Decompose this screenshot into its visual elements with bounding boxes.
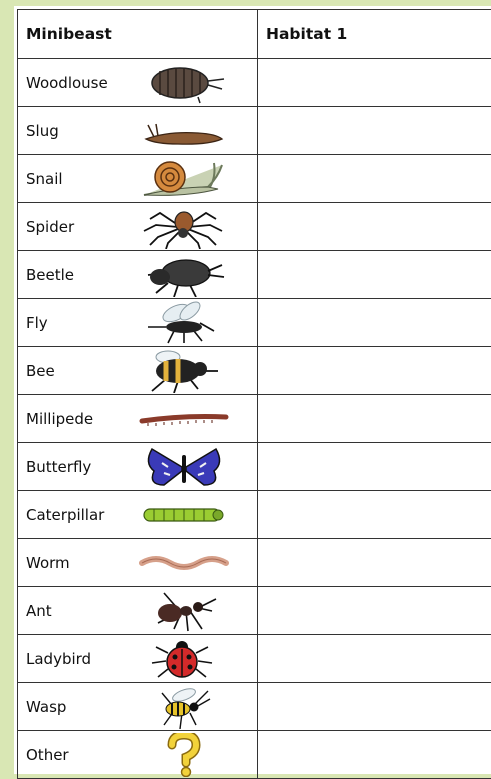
minibeast-cell	[18, 155, 258, 203]
minibeast-cell	[18, 491, 258, 539]
minibeast-name: Fly	[26, 314, 48, 332]
table-row	[18, 299, 491, 347]
habitat-cell[interactable]	[258, 443, 491, 491]
minibeast-name: Bee	[26, 362, 55, 380]
minibeast-name: Other	[26, 746, 69, 764]
woodlouse-icon	[138, 61, 230, 105]
habitat-cell[interactable]	[258, 59, 491, 107]
slug-icon	[138, 109, 230, 153]
habitat-cell[interactable]	[258, 107, 491, 155]
header-habitat-1: Habitat 1	[258, 10, 491, 59]
table-row	[18, 635, 491, 683]
worm-icon	[138, 541, 230, 585]
minibeast-name: Wasp	[26, 698, 66, 716]
table-row	[18, 155, 491, 203]
minibeast-cell	[18, 395, 258, 443]
butterfly-icon	[138, 445, 230, 489]
minibeast-cell	[18, 299, 258, 347]
minibeast-name: Woodlouse	[26, 74, 108, 92]
minibeast-name: Ant	[26, 602, 52, 620]
wasp-icon	[138, 685, 230, 729]
table-row	[18, 587, 491, 635]
minibeast-name: Spider	[26, 218, 74, 236]
minibeast-cell	[18, 203, 258, 251]
minibeast-cell	[18, 635, 258, 683]
table-row	[18, 395, 491, 443]
minibeast-cell	[18, 443, 258, 491]
spider-icon	[138, 205, 230, 249]
habitat-cell[interactable]	[258, 347, 491, 395]
minibeast-name: Ladybird	[26, 650, 91, 668]
minibeast-cell	[18, 59, 258, 107]
header-row	[18, 10, 491, 59]
habitat-cell[interactable]	[258, 155, 491, 203]
table-row	[18, 491, 491, 539]
habitat-cell[interactable]	[258, 539, 491, 587]
bee-icon	[138, 349, 230, 393]
habitat-cell[interactable]	[258, 731, 491, 779]
habitat-cell[interactable]	[258, 587, 491, 635]
minibeast-name: Snail	[26, 170, 63, 188]
minibeast-name: Millipede	[26, 410, 93, 428]
worksheet	[14, 6, 491, 774]
habitat-cell[interactable]	[258, 299, 491, 347]
ant-icon	[138, 589, 230, 633]
minibeast-name: Beetle	[26, 266, 74, 284]
table-row	[18, 59, 491, 107]
snail-icon	[138, 157, 230, 201]
caterpillar-icon	[138, 493, 230, 537]
minibeast-cell	[18, 683, 258, 731]
minibeast-habitat-table	[17, 9, 491, 779]
table-row	[18, 443, 491, 491]
minibeast-cell	[18, 251, 258, 299]
habitat-cell[interactable]	[258, 491, 491, 539]
table-row	[18, 539, 491, 587]
habitat-cell[interactable]	[258, 635, 491, 683]
ladybird-icon	[138, 637, 230, 681]
millipede-icon	[138, 397, 230, 441]
minibeast-name: Butterfly	[26, 458, 91, 476]
minibeast-cell	[18, 107, 258, 155]
minibeast-name: Slug	[26, 122, 59, 140]
table-row	[18, 107, 491, 155]
question-mark-icon	[138, 733, 230, 777]
header-minibeast: Minibeast	[18, 10, 258, 59]
habitat-cell[interactable]	[258, 251, 491, 299]
table-row	[18, 203, 491, 251]
beetle-icon	[138, 253, 230, 297]
minibeast-cell	[18, 347, 258, 395]
table-row	[18, 683, 491, 731]
table-row	[18, 347, 491, 395]
minibeast-cell	[18, 539, 258, 587]
habitat-cell[interactable]	[258, 683, 491, 731]
fly-icon	[138, 301, 230, 345]
minibeast-cell	[18, 587, 258, 635]
habitat-cell[interactable]	[258, 203, 491, 251]
habitat-cell[interactable]	[258, 395, 491, 443]
table-row	[18, 251, 491, 299]
table-row	[18, 731, 491, 779]
minibeast-name: Worm	[26, 554, 70, 572]
minibeast-name: Caterpillar	[26, 506, 104, 524]
minibeast-cell	[18, 731, 258, 779]
